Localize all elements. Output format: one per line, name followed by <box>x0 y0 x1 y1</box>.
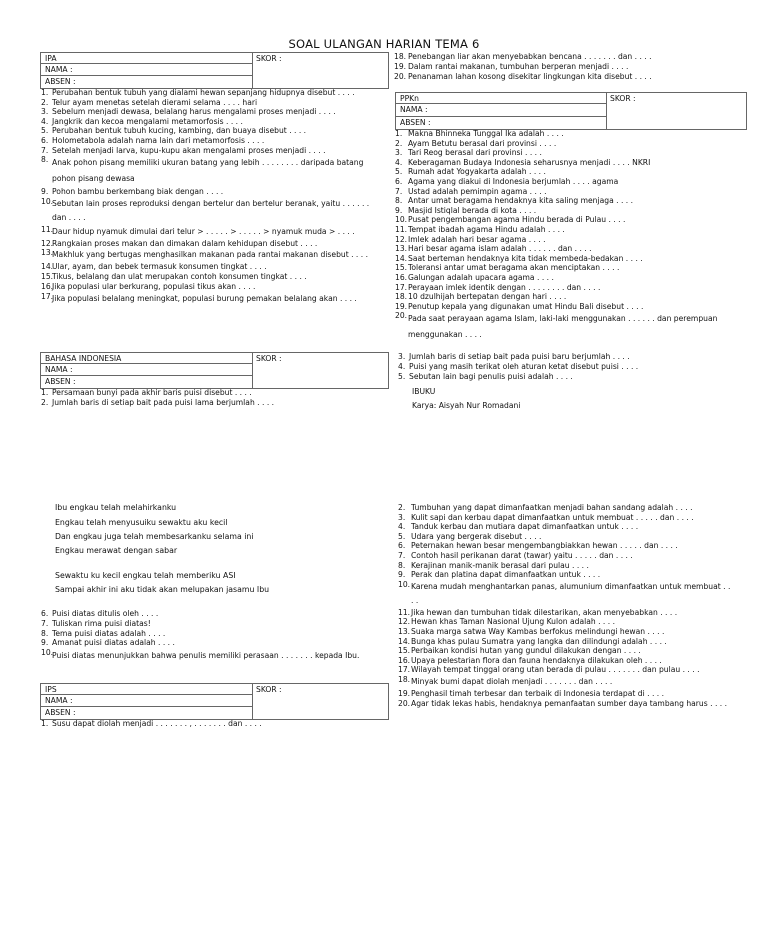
list-item <box>398 561 733 571</box>
question-number: 20. <box>398 698 411 708</box>
list-item <box>394 72 734 82</box>
question-text: Penebangan liar akan menyebabkan bencana . . . . . . . dan . . . . <box>408 52 652 61</box>
attendance-number-field[interactable]: ABSEN : <box>45 708 76 717</box>
question-text: Dalam rantai makanan, tumbuhan berperan menjadi . . . . <box>408 62 629 71</box>
question-text: Rumah adat Yogyakarta adalah . . . . <box>408 167 546 177</box>
question-number: 20. <box>394 72 407 81</box>
list-item <box>395 254 730 264</box>
question-number: 3. <box>41 107 49 117</box>
question-text: Holometabola adalah nama lain dari metamorfosis . . . . <box>52 135 265 145</box>
question-number: 7. <box>41 145 49 155</box>
question-number: 15. <box>41 271 54 281</box>
question-text: Makhluk yang bertugas menghasilkan makanan pada rantai makanan disebut . . . . <box>52 250 368 260</box>
question-text: Contoh hasil perikanan darat (tawar) yaitu . . . . . dan . . . . <box>411 550 633 560</box>
poem-line: Dan engkau juga telah membesarkanku selama ini <box>55 532 254 541</box>
question-text: Tempat ibadah agama Hindu adalah . . . . <box>408 224 565 234</box>
list-item <box>398 665 733 675</box>
list-item <box>395 235 730 245</box>
question-number: 3. <box>398 352 406 361</box>
list-item <box>41 262 376 272</box>
question-number: 12. <box>41 238 54 248</box>
question-number: 15. <box>395 263 408 273</box>
list-item <box>41 398 376 408</box>
list-item <box>398 372 738 382</box>
question-number: 8. <box>395 196 403 206</box>
question-number: 13. <box>41 248 54 258</box>
question-number: 10. <box>41 648 54 658</box>
question-text: Bunga khas pulau Sumatra yang langka dan dilindungi adalah . . . . <box>411 636 667 646</box>
list-item <box>41 146 376 156</box>
question-number: 11. <box>398 607 411 617</box>
list-item <box>41 638 361 648</box>
list-item <box>395 292 730 302</box>
question-number: 9. <box>395 205 403 215</box>
list-item <box>41 619 361 629</box>
list-item <box>398 503 733 513</box>
list-item <box>41 629 361 639</box>
score-field[interactable]: SKOR : <box>610 94 636 103</box>
question-number: 4. <box>395 157 403 167</box>
question-number: 3. <box>398 512 406 522</box>
list-item <box>395 187 730 197</box>
question-number: 8. <box>41 155 49 165</box>
question-text: Penutup kepala yang digunakan umat Hindu Bali disebut . . . . <box>408 301 644 311</box>
list-item <box>41 107 376 117</box>
list-item <box>398 627 733 637</box>
question-text: Perubahan bentuk tubuh yang dialami hewan sepanjang hidupnya disebut . . . . <box>52 88 355 97</box>
list-item <box>41 117 376 127</box>
question-number: 3. <box>395 148 403 158</box>
question-text: Susu dapat diolah menjadi . . . . . . . , . . . . . . . dan . . . . <box>52 719 262 728</box>
list-item <box>41 291 376 306</box>
question-text: Kulit sapi dan kerbau dapat dimanfaatkan untuk membuat . . . . . dan . . . . <box>411 512 694 522</box>
question-text: Agama yang diakui di Indonesia berjumlah . . . . agama <box>408 176 619 186</box>
ipa-question-list <box>41 88 376 306</box>
attendance-number-field[interactable]: ABSEN : <box>45 377 76 386</box>
list-item <box>395 273 730 283</box>
question-number: 16. <box>395 272 408 282</box>
list-item <box>398 570 733 580</box>
question-number: 10. <box>41 196 54 206</box>
list-item <box>41 239 376 249</box>
list-item <box>41 609 361 619</box>
question-number: 6. <box>398 541 406 551</box>
list-item <box>398 580 733 608</box>
question-number: 19. <box>394 62 407 71</box>
question-text: Jika populasi belalang meningkat, populasi burung pemakan belalang akan . . . . <box>52 294 357 304</box>
question-text: Tuliskan rima puisi diatas! <box>52 618 151 628</box>
question-text: Jumlah baris di setiap bait pada puisi lama berjumlah . . . . <box>52 397 275 407</box>
poem-title: IBUKU <box>412 387 436 396</box>
question-text: Daur hidup nyamuk dimulai dari telur > . . . . . > . . . . . > nyamuk muda > . . . . <box>52 226 355 236</box>
question-text: Jangkrik dan kecoa mengalami metamorfosis . . . . <box>52 116 243 126</box>
score-field[interactable]: SKOR : <box>256 354 282 363</box>
subject-label: IPS <box>45 685 57 694</box>
question-text: Sebelum menjadi dewasa, belalang harus mengalami proses menjadi . . . . <box>52 107 336 117</box>
page-title: SOAL ULANGAN HARIAN TEMA 6 <box>288 37 480 51</box>
question-number: 15. <box>398 646 411 656</box>
question-number: 16. <box>398 655 411 665</box>
list-item <box>398 532 733 542</box>
question-number: 7. <box>395 186 403 196</box>
name-field[interactable]: NAMA : <box>45 65 73 74</box>
bahasa-question-list-after-poem <box>41 609 361 664</box>
question-text: Ustad adalah pemimpin agama . . . . <box>408 186 547 196</box>
question-text: Hari besar agama islam adalah . . . . . . dan . . . . <box>408 244 592 254</box>
name-field[interactable]: NAMA : <box>45 696 73 705</box>
poem-line: Ibu engkau telah melahirkanku <box>55 503 177 512</box>
question-text: Wilayah tempat tinggal orang utan berada di pulau . . . . . . . dan pulau . . . . <box>411 665 700 675</box>
question-text: Pada saat perayaan agama Islam, laki-laki menggunakan . . . . . . dan perempuan menggunakan . . . . <box>408 314 718 340</box>
list-item <box>398 608 733 618</box>
name-field[interactable]: NAMA : <box>400 105 428 114</box>
name-field[interactable]: NAMA : <box>45 365 73 374</box>
question-number: 16. <box>41 281 54 291</box>
question-text: Anak pohon pisang memiliki ukuran batang yang lebih . . . . . . . . daripada batang pohon pisang dewasa <box>52 158 364 184</box>
list-item <box>398 362 738 372</box>
list-item <box>394 62 734 72</box>
question-number: 1. <box>395 129 403 138</box>
attendance-number-field[interactable]: ABSEN : <box>400 118 431 127</box>
question-text: Tanduk kerbau dan mutiara dapat dimanfaatkan untuk . . . . <box>411 522 639 532</box>
list-item <box>395 177 730 187</box>
question-text: Masjid Istiqlal berada di kota . . . . <box>408 205 537 215</box>
question-text: Penanaman lahan kosong disekitar lingkungan kita disebut . . . . <box>408 72 652 81</box>
question-number: 2. <box>395 138 403 148</box>
list-item <box>395 244 730 254</box>
question-number: 7. <box>398 550 406 560</box>
ips-question-list <box>41 719 376 729</box>
question-text: Perak dan platina dapat dimanfaatkan untuk . . . . <box>411 570 601 580</box>
question-number: 5. <box>398 531 406 541</box>
question-text: Udara yang bergerak disebut . . . . <box>411 531 542 541</box>
question-text: Makna Bhinneka Tunggal Ika adalah . . . . <box>408 129 564 138</box>
list-item <box>41 282 376 292</box>
poem-line: Sewaktu ku kecil engkau telah memberiku ASI <box>55 571 236 580</box>
question-text: Sebutan lain bagi penulis puisi adalah . . . . <box>409 372 573 381</box>
question-text: Pusat pengembangan agama Hindu berada di Pulau . . . . <box>408 215 626 225</box>
question-text: Imlek adalah hari besar agama . . . . <box>408 234 546 244</box>
list-item <box>395 311 730 343</box>
ipa-question-list-continued <box>394 52 734 82</box>
list-item <box>398 551 733 561</box>
question-number: 11. <box>395 224 408 234</box>
list-item <box>41 648 361 664</box>
question-text: Amanat puisi diatas adalah . . . . <box>52 638 175 648</box>
question-text: Upaya pelestarian flora dan fauna hendaknya dilakukan oleh . . . . <box>411 655 662 665</box>
question-number: 18. <box>394 52 407 61</box>
question-number: 12. <box>395 234 408 244</box>
list-item <box>41 126 376 136</box>
list-item <box>41 719 376 729</box>
bahasa-question-list-right <box>398 352 738 382</box>
question-text: Tikus, belalang dan ulat merupakan contoh konsumen tingkat . . . . <box>52 271 307 281</box>
question-text: Peternakan hewan besar mengembangbiakkan hewan . . . . . dan . . . . <box>411 541 678 551</box>
question-number: 9. <box>398 570 406 580</box>
list-item <box>41 197 376 225</box>
question-number: 2. <box>398 503 406 512</box>
list-item <box>41 88 376 98</box>
question-text: Perayaan imlek identik dengan . . . . . . . . dan . . . . <box>408 282 601 292</box>
question-number: 7. <box>41 618 49 628</box>
question-number: 5. <box>395 167 403 177</box>
poem-line: Sampai akhir ini aku tidak akan melupakan jasamu Ibu <box>55 585 270 594</box>
list-item <box>41 388 376 398</box>
list-item <box>398 689 733 699</box>
attendance-number-field[interactable]: ABSEN : <box>45 77 76 86</box>
question-number: 11. <box>41 224 54 234</box>
question-number: 6. <box>41 609 49 618</box>
poem-line: Engkau telah menyusuiku sewaktu aku kecil <box>55 518 228 527</box>
ipa-header-box <box>40 52 389 89</box>
list-item <box>398 513 733 523</box>
question-number: 17. <box>395 282 408 292</box>
list-item <box>395 215 730 225</box>
ppkn-header-box <box>395 92 747 130</box>
list-item <box>395 139 730 149</box>
question-number: 20. <box>395 311 408 321</box>
question-text: Hewan khas Taman Nasional Ujung Kulon adalah . . . . <box>411 617 615 627</box>
list-item <box>41 248 376 262</box>
question-number: 17. <box>41 292 54 302</box>
question-number: 14. <box>395 253 408 263</box>
question-number: 12. <box>398 617 411 627</box>
question-number: 2. <box>41 97 49 107</box>
subject-label: IPA <box>45 54 57 63</box>
list-item <box>398 522 733 532</box>
list-item <box>395 225 730 235</box>
list-item <box>41 272 376 282</box>
question-number: 14. <box>41 262 54 272</box>
list-item <box>395 263 730 273</box>
list-item <box>398 617 733 627</box>
ips-header-box <box>40 683 389 720</box>
question-number: 10. <box>395 215 408 225</box>
subject-label: BAHASA INDONESIA <box>45 354 122 363</box>
question-text: Minyak bumi dapat diolah menjadi . . . . . . . dan . . . . <box>411 676 613 686</box>
question-text: Suaka marga satwa Way Kambas berfokus melindungi hewan . . . . <box>411 626 665 636</box>
question-number: 1. <box>41 388 49 397</box>
question-text: Ular, ayam, dan bebek termasuk konsumen tingkat . . . . <box>52 262 267 272</box>
question-text: Rangkaian proses makan dan dimakan dalam kehidupan disebut . . . . <box>52 238 318 248</box>
question-number: 2. <box>41 397 49 407</box>
question-text: 10 dzulhijah bertepatan dengan hari . . . . <box>408 292 567 302</box>
question-number: 1. <box>41 88 49 97</box>
question-number: 4. <box>398 362 406 371</box>
question-number: 13. <box>395 244 408 254</box>
question-number: 5. <box>398 372 406 381</box>
question-text: Galungan adalah upacara agama . . . . <box>408 272 554 282</box>
question-number: 8. <box>41 628 49 638</box>
question-number: 5. <box>41 126 49 136</box>
question-number: 1. <box>41 719 49 728</box>
question-number: 17. <box>398 665 411 675</box>
question-number: 14. <box>398 636 411 646</box>
list-item <box>395 283 730 293</box>
question-number: 9. <box>41 638 49 648</box>
question-text: Puisi yang masih terikat oleh aturan ketat disebut puisi . . . . <box>409 362 639 371</box>
question-text: Persamaan bunyi pada akhir baris puisi disebut . . . . <box>52 388 252 397</box>
list-item <box>398 541 733 551</box>
list-item <box>398 637 733 647</box>
question-number: 19. <box>398 688 411 698</box>
poem-author: Karya: Aisyah Nur Romadani <box>412 401 521 410</box>
question-text: Puisi diatas ditulis oleh . . . . <box>52 609 159 618</box>
list-item <box>41 225 376 239</box>
question-text: Kerajinan manik-manik berasal dari pulau . . . . <box>411 560 589 570</box>
question-number: 19. <box>395 301 408 311</box>
question-number: 8. <box>398 560 406 570</box>
list-item <box>395 302 730 312</box>
list-item <box>395 148 730 158</box>
question-number: 9. <box>41 187 49 197</box>
list-item <box>395 167 730 177</box>
question-number: 10. <box>398 579 411 589</box>
question-text: Jika populasi ular berkurang, populasi tikus akan . . . . <box>52 281 256 291</box>
question-text: Keberagaman Budaya Indonesia seharusnya menjadi . . . . NKRI <box>408 157 651 167</box>
bahasa-indonesia-header-box <box>40 352 389 389</box>
question-number: 6. <box>41 135 49 145</box>
question-text: Sebutan lain proses reproduksi dengan bertelur dan bertelur beranak, yaitu . . . . . . dan . . . . <box>52 198 370 222</box>
question-text: Telur ayam menetas setelah dierami selama . . . . hari <box>52 97 258 107</box>
list-item <box>395 206 730 216</box>
question-text: Setelah menjadi larva, kupu-kupu akan mengalami proses menjadi . . . . <box>52 145 326 155</box>
question-text: Ayam Betutu berasal dari provinsi . . . . <box>408 138 557 148</box>
list-item <box>398 352 738 362</box>
question-text: Perubahan bentuk tubuh kucing, kambing, dan buaya disebut . . . . <box>52 126 307 136</box>
subject-label: PPKn <box>400 94 419 103</box>
question-text: Antar umat beragama hendaknya kita saling menjaga . . . . <box>408 196 634 206</box>
list-item <box>398 699 733 709</box>
bahasa-question-list <box>41 388 376 407</box>
list-item <box>394 52 734 62</box>
question-text: Tumbuhan yang dapat dimanfaatkan menjadi bahan sandang adalah . . . . <box>411 503 693 512</box>
question-number: 6. <box>395 176 403 186</box>
question-text: Saat berteman hendaknya kita tidak membeda-bedakan . . . . <box>408 253 643 263</box>
question-number: 13. <box>398 626 411 636</box>
question-number: 4. <box>398 522 406 532</box>
ips-question-list-right <box>398 503 733 708</box>
question-text: Puisi diatas menunjukkan bahwa penulis memiliki perasaan . . . . . . . kepada Ibu. <box>52 651 360 661</box>
question-text: Perbaikan kondisi hutan yang gundul dilakukan dengan . . . . <box>411 646 641 656</box>
question-text: Tari Reog berasal dari provinsi . . . . <box>408 148 542 158</box>
list-item <box>395 158 730 168</box>
list-item <box>41 136 376 146</box>
list-item <box>398 675 733 689</box>
question-text: Pohon bambu berkembang biak dengan . . . . <box>52 187 224 197</box>
question-text: Penghasil timah terbesar dan terbaik di Indonesia terdapat di . . . . <box>411 688 665 698</box>
question-text: Karena mudah menghantarkan panas, alumunium dimanfaatkan untuk membuat . . . . <box>411 581 731 605</box>
list-item <box>41 155 376 187</box>
question-text: Jika hewan dan tumbuhan tidak dilestarikan, akan menyebabkan . . . . <box>411 607 678 617</box>
question-text: Tema puisi diatas adalah . . . . <box>52 628 166 638</box>
question-text: Agar tidak lekas habis, hendaknya pemanfaatan sumber daya tambang harus . . . . <box>411 698 728 708</box>
poem-line: Engkau merawat dengan sabar <box>55 546 178 555</box>
list-item <box>398 656 733 666</box>
list-item <box>41 187 376 197</box>
list-item <box>398 646 733 656</box>
score-field[interactable]: SKOR : <box>256 685 282 694</box>
question-number: 4. <box>41 116 49 126</box>
score-field[interactable]: SKOR : <box>256 54 282 63</box>
ppkn-question-list <box>395 129 730 343</box>
list-item <box>395 196 730 206</box>
list-item <box>41 98 376 108</box>
question-text: Toleransi antar umat beragama akan menciptakan . . . . <box>408 263 620 273</box>
question-text: Jumlah baris di setiap bait pada puisi baru berjumlah . . . . <box>409 352 630 361</box>
question-number: 18. <box>398 674 411 684</box>
list-item <box>395 129 730 139</box>
question-number: 18. <box>395 292 408 302</box>
